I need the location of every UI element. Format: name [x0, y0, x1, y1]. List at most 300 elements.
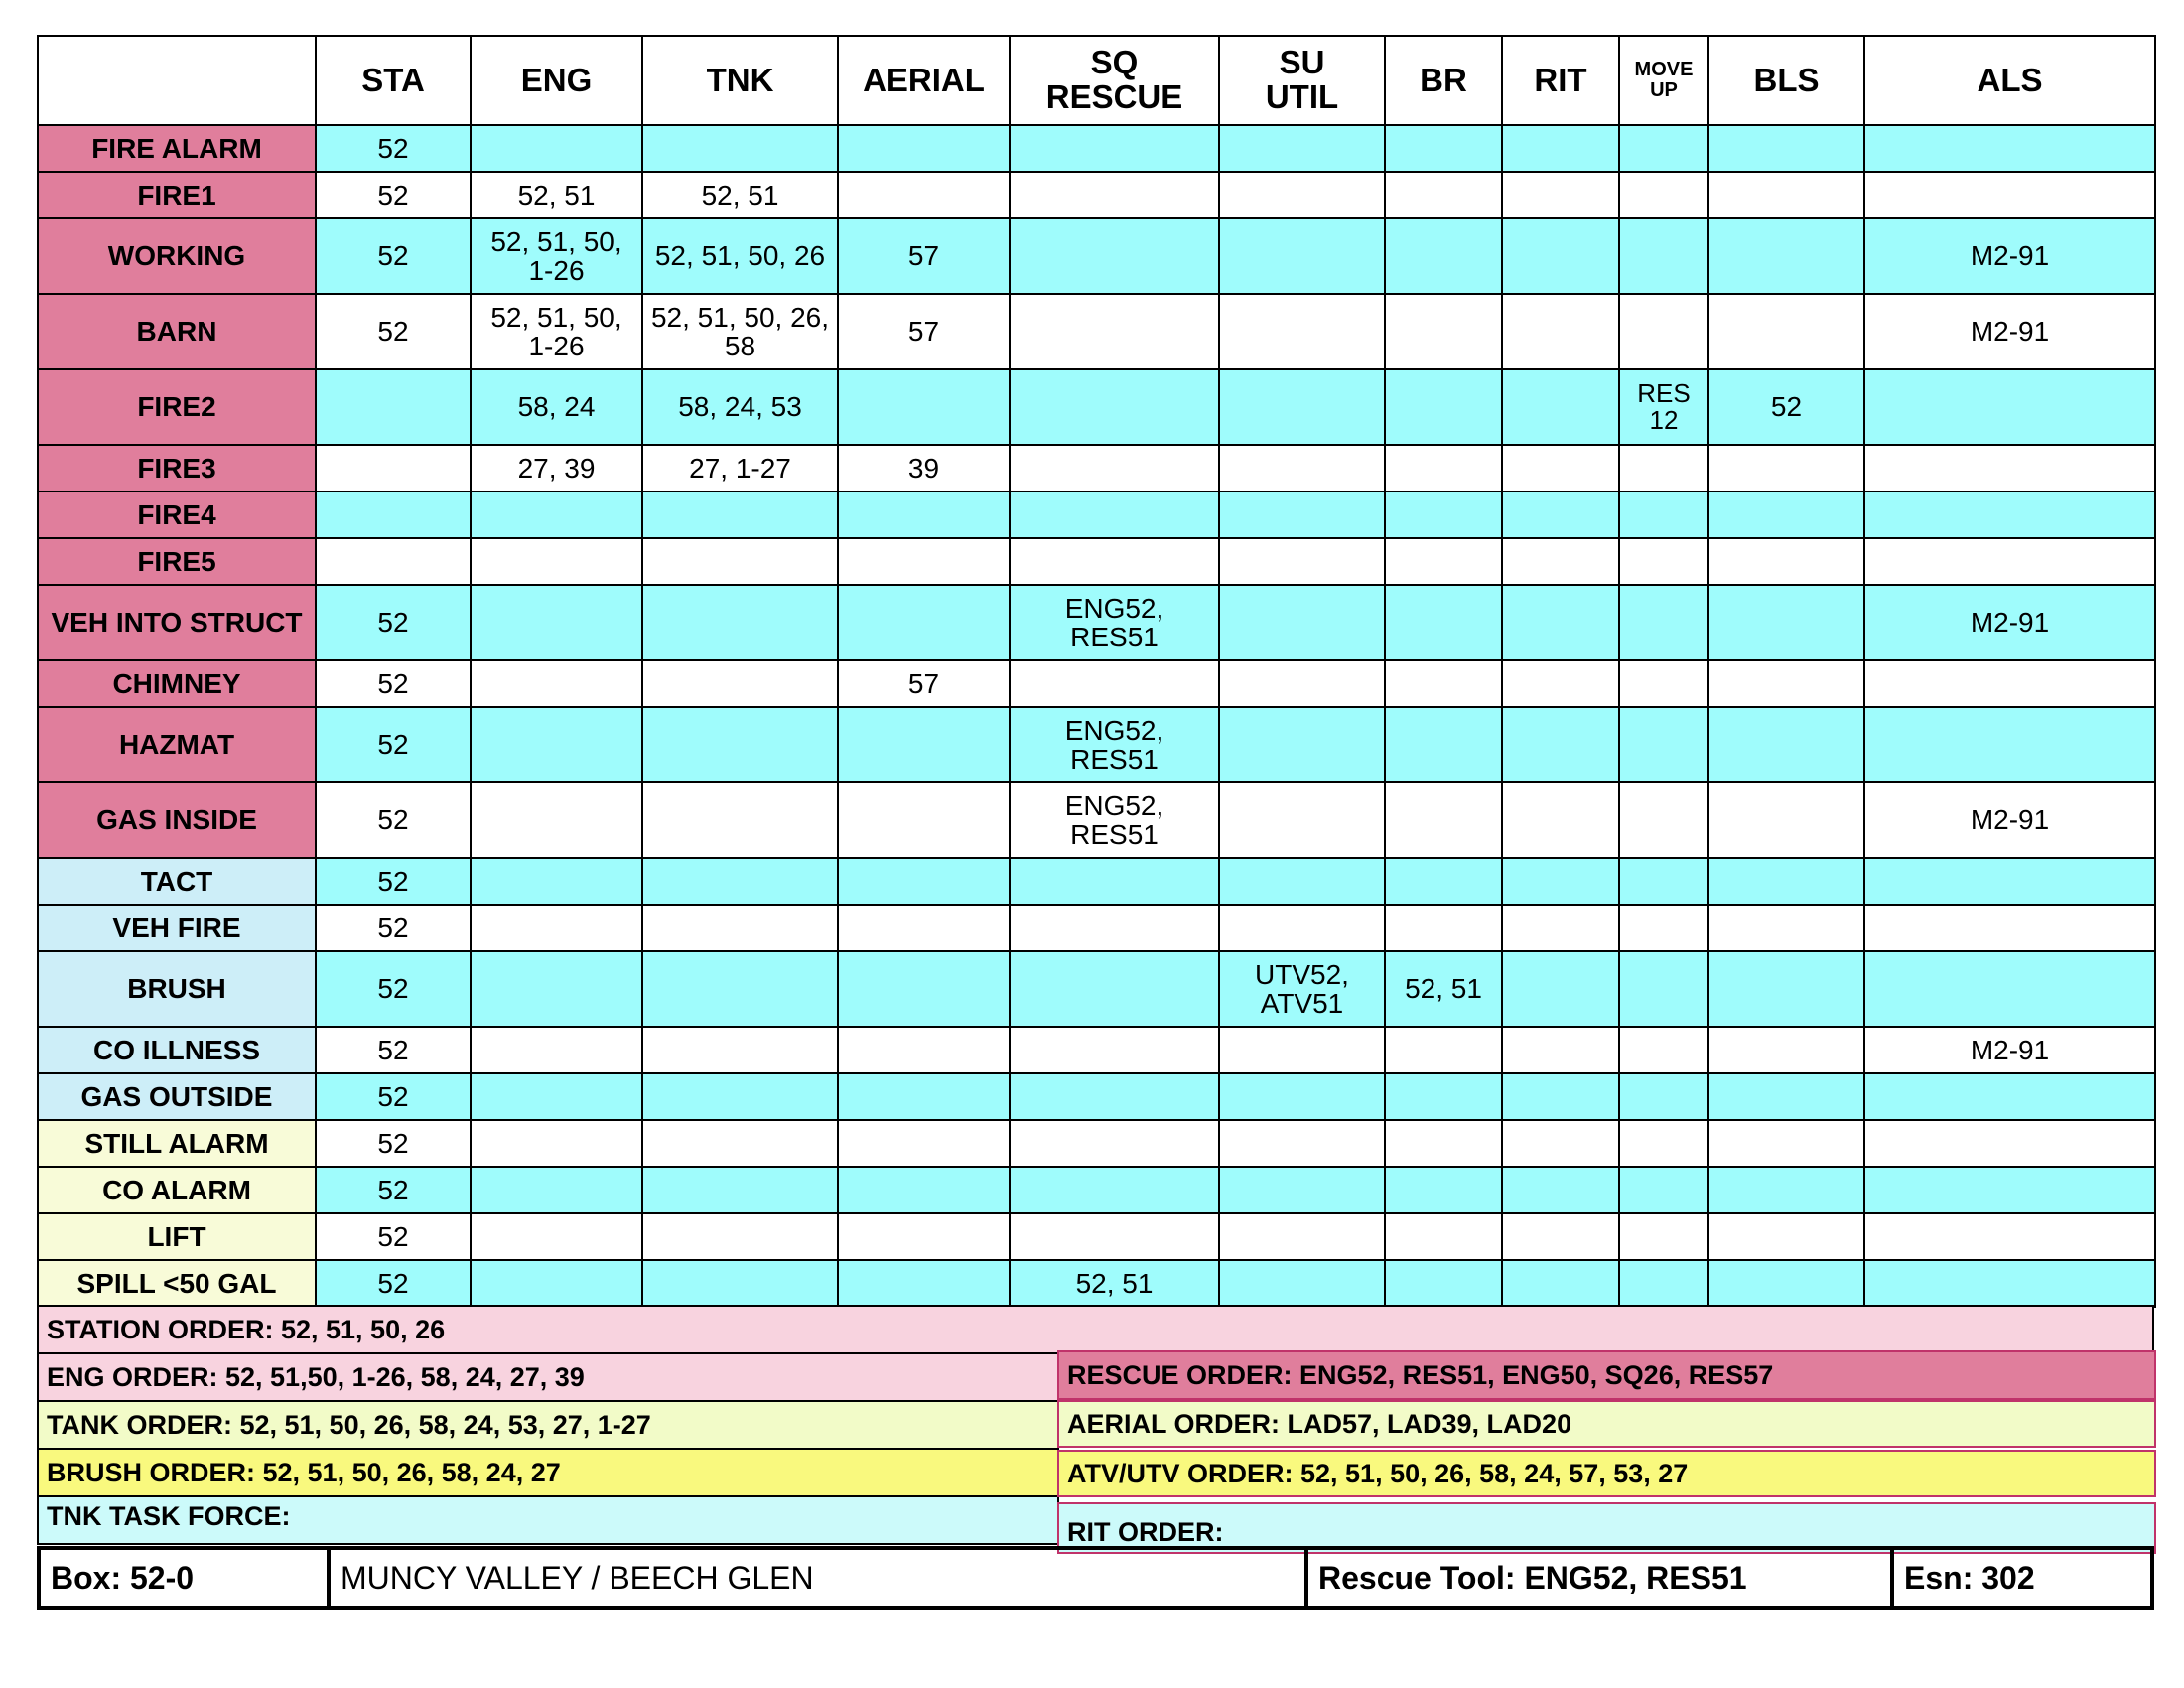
assignment-cell: 52: [316, 172, 471, 218]
assignment-cell: [1502, 1213, 1619, 1260]
assignment-cell: [1219, 125, 1385, 172]
assignment-cell: [642, 905, 838, 951]
incident-type-label: STILL ALARM: [38, 1120, 316, 1167]
assignment-cell: [1219, 492, 1385, 538]
table-row: [38, 782, 2155, 858]
assignment-cell: 57: [838, 660, 1010, 707]
assignment-cell: 52: [316, 1120, 471, 1167]
table-row: [38, 294, 2155, 369]
assignment-cell: [1864, 445, 2155, 492]
assignment-cell: [1219, 294, 1385, 369]
assignment-cell: ENG52, RES51: [1010, 585, 1219, 660]
rescue-tool: Rescue Tool: ENG52, RES51: [1308, 1550, 1894, 1606]
assignment-cell: [1619, 1213, 1708, 1260]
assignment-cell: [1010, 660, 1219, 707]
assignment-cell: [471, 492, 642, 538]
table-row: [38, 905, 2155, 951]
assignment-cell: 27, 1-27: [642, 445, 838, 492]
incident-type-label: CHIMNEY: [38, 660, 316, 707]
assignment-cell: [1010, 1073, 1219, 1120]
assignment-cell: [1708, 1213, 1864, 1260]
incident-type-label: BRUSH: [38, 951, 316, 1027]
assignment-cell: [1708, 294, 1864, 369]
assignment-cell: [1864, 369, 2155, 445]
assignment-cell: [1708, 1260, 1864, 1307]
assignment-cell: [1502, 294, 1619, 369]
assignment-cell: 52: [316, 660, 471, 707]
tank-order: TANK ORDER: 52, 51, 50, 26, 58, 24, 53, 27, 1-27: [37, 1400, 1059, 1450]
assignment-cell: [1502, 172, 1619, 218]
assignment-cell: [1619, 538, 1708, 585]
assignment-cell: [1219, 1073, 1385, 1120]
run-card-sheet: [37, 35, 2154, 1596]
assignment-cell: [642, 1073, 838, 1120]
column-header-0: [38, 36, 316, 125]
assignment-cell: [1619, 125, 1708, 172]
assignment-cell: [838, 585, 1010, 660]
assignment-cell: [1864, 905, 2155, 951]
assignment-cell: [1502, 660, 1619, 707]
assignment-cell: [642, 1120, 838, 1167]
assignment-cell: [1010, 538, 1219, 585]
assignment-cell: [1708, 660, 1864, 707]
table-row: [38, 445, 2155, 492]
assignment-cell: [1502, 585, 1619, 660]
assignment-cell: 52: [316, 1167, 471, 1213]
incident-type-label: GAS INSIDE: [38, 782, 316, 858]
assignment-cell: [1502, 1027, 1619, 1073]
table-row: [38, 1120, 2155, 1167]
assignment-cell: [1708, 125, 1864, 172]
assignment-cell: [1502, 125, 1619, 172]
incident-type-label: FIRE ALARM: [38, 125, 316, 172]
assignment-cell: [1219, 172, 1385, 218]
assignment-cell: [1864, 1213, 2155, 1260]
assignment-cell: [1502, 1073, 1619, 1120]
assignment-cell: [1385, 125, 1502, 172]
assignment-cell: [1708, 1027, 1864, 1073]
assignment-cell: [1708, 951, 1864, 1027]
incident-type-label: FIRE1: [38, 172, 316, 218]
assignment-cell: [642, 538, 838, 585]
assignment-cell: [1010, 1167, 1219, 1213]
assignment-cell: [642, 1167, 838, 1213]
assignment-cell: 52: [316, 858, 471, 905]
table-row: [38, 218, 2155, 294]
assignment-cell: [1385, 538, 1502, 585]
assignment-cell: 52: [316, 782, 471, 858]
assignment-cell: [838, 538, 1010, 585]
brush-order: BRUSH ORDER: 52, 51, 50, 26, 58, 24, 27: [37, 1448, 1059, 1497]
assignment-cell: M2-91: [1864, 294, 2155, 369]
table-row: [38, 707, 2155, 782]
assignment-cell: [1385, 294, 1502, 369]
table-row: [38, 125, 2155, 172]
assignment-cell: [1502, 1260, 1619, 1307]
column-header-7: BR: [1385, 36, 1502, 125]
assignment-cell: [1502, 905, 1619, 951]
table-row: [38, 951, 2155, 1027]
assignment-cell: [1385, 707, 1502, 782]
tnk-task-force: TNK TASK FORCE:: [37, 1495, 1059, 1545]
assignment-cell: [316, 538, 471, 585]
assignment-cell: [1864, 660, 2155, 707]
assignment-cell: [642, 125, 838, 172]
assignment-cell: M2-91: [1864, 782, 2155, 858]
assignment-cell: [1708, 858, 1864, 905]
assignment-cell: 57: [838, 218, 1010, 294]
assignment-cell: [838, 1167, 1010, 1213]
assignment-cell: 52: [316, 1073, 471, 1120]
assignment-cell: 57: [838, 294, 1010, 369]
column-header-1: STA: [316, 36, 471, 125]
assignment-cell: [1385, 1120, 1502, 1167]
table-row: [38, 1027, 2155, 1073]
assignment-cell: [1219, 905, 1385, 951]
incident-type-label: TACT: [38, 858, 316, 905]
assignment-cell: M2-91: [1864, 1027, 2155, 1073]
assignment-cell: RES 12: [1619, 369, 1708, 445]
assignment-cell: [471, 1120, 642, 1167]
assignment-cell: [1619, 1260, 1708, 1307]
assignment-cell: [1864, 951, 2155, 1027]
assignment-cell: [1385, 1027, 1502, 1073]
assignment-cell: 52, 51: [1010, 1260, 1219, 1307]
assignment-cell: [838, 707, 1010, 782]
column-header-2: ENG: [471, 36, 642, 125]
column-header-11: ALS: [1864, 36, 2155, 125]
assignment-cell: [1708, 585, 1864, 660]
assignment-cell: [1708, 1120, 1864, 1167]
assignment-cell: [316, 492, 471, 538]
incident-type-label: GAS OUTSIDE: [38, 1073, 316, 1120]
assignment-cell: [1010, 369, 1219, 445]
assignment-cell: [1385, 492, 1502, 538]
assignment-cell: [1619, 172, 1708, 218]
assignment-cell: 52: [316, 1260, 471, 1307]
assignment-cell: [1385, 905, 1502, 951]
column-header-5: SQ RESCUE: [1010, 36, 1219, 125]
assignment-cell: [1864, 1120, 2155, 1167]
column-header-4: AERIAL: [838, 36, 1010, 125]
assignment-cell: 52: [316, 294, 471, 369]
assignment-cell: [1864, 1260, 2155, 1307]
assignment-cell: [1219, 858, 1385, 905]
assignment-cell: [1619, 707, 1708, 782]
assignment-cell: [1010, 858, 1219, 905]
assignment-cell: 52: [316, 125, 471, 172]
table-row: [38, 858, 2155, 905]
assignment-cell: [1708, 782, 1864, 858]
assignment-cell: [838, 1120, 1010, 1167]
assignment-cell: [642, 1213, 838, 1260]
assignment-cell: [1619, 1027, 1708, 1073]
assignment-cell: 52, 51: [642, 172, 838, 218]
column-header-9: MOVE UP: [1619, 36, 1708, 125]
assignment-cell: [1502, 445, 1619, 492]
assignment-cell: [1708, 172, 1864, 218]
assignment-cell: [1010, 1213, 1219, 1260]
assignment-cell: [1864, 707, 2155, 782]
assignment-cell: [1502, 1167, 1619, 1213]
assignment-cell: [1385, 1213, 1502, 1260]
assignment-cell: [471, 1213, 642, 1260]
assignment-cell: [838, 1260, 1010, 1307]
assignment-cell: [1502, 951, 1619, 1027]
assignment-cell: 52: [316, 951, 471, 1027]
assignment-cell: 52, 51, 50, 26, 58: [642, 294, 838, 369]
assignment-cell: 52: [1708, 369, 1864, 445]
assignment-cell: [642, 585, 838, 660]
assignment-cell: [1708, 707, 1864, 782]
assignment-cell: [1219, 707, 1385, 782]
assignment-cell: [471, 538, 642, 585]
assignment-cell: ENG52, RES51: [1010, 782, 1219, 858]
assignment-cell: 52: [316, 585, 471, 660]
assignment-cell: [316, 369, 471, 445]
box-number: Box: 52-0: [41, 1550, 331, 1606]
assignment-cell: [1219, 1213, 1385, 1260]
assignment-cell: [471, 660, 642, 707]
table-row: [38, 538, 2155, 585]
assignment-cell: 52: [316, 707, 471, 782]
assignment-cell: [1219, 445, 1385, 492]
assignment-cell: [471, 1260, 642, 1307]
assignment-cell: 52: [316, 218, 471, 294]
assignment-cell: [1619, 858, 1708, 905]
assignment-cell: [1619, 585, 1708, 660]
assignment-cell: [471, 707, 642, 782]
assignment-cell: [1010, 1027, 1219, 1073]
assignment-cell: [471, 782, 642, 858]
assignment-cell: [1708, 218, 1864, 294]
station-order: STATION ORDER: 52, 51, 50, 26: [37, 1305, 2154, 1354]
incident-type-label: SPILL <50 GAL: [38, 1260, 316, 1307]
table-row: [38, 1167, 2155, 1213]
assignment-cell: [1864, 172, 2155, 218]
assignment-cell: [1619, 660, 1708, 707]
assignment-cell: [1864, 492, 2155, 538]
rescue-order: RESCUE ORDER: ENG52, RES51, ENG50, SQ26, RES57: [1057, 1350, 2156, 1400]
incident-type-label: VEH FIRE: [38, 905, 316, 951]
assignment-cell: [1619, 294, 1708, 369]
column-header-3: TNK: [642, 36, 838, 125]
area-name: MUNCY VALLEY / BEECH GLEN: [331, 1550, 1308, 1606]
assignment-cell: [1219, 660, 1385, 707]
assignment-cell: [1219, 585, 1385, 660]
table-row: [38, 1213, 2155, 1260]
assignment-cell: [1502, 369, 1619, 445]
assignment-cell: [1619, 951, 1708, 1027]
assignment-cell: ENG52, RES51: [1010, 707, 1219, 782]
orders-section: [37, 1306, 2154, 1546]
assignment-cell: 52: [316, 1027, 471, 1073]
assignment-cell: [1010, 218, 1219, 294]
assignment-cell: [1619, 1167, 1708, 1213]
assignment-cell: [1010, 172, 1219, 218]
assignment-cell: [1864, 1073, 2155, 1120]
assignment-cell: [1010, 951, 1219, 1027]
assignment-cell: [471, 951, 642, 1027]
incident-type-label: VEH INTO STRUCT: [38, 585, 316, 660]
assignment-cell: 52, 51, 50, 1-26: [471, 218, 642, 294]
table-row: [38, 1260, 2155, 1307]
assignment-cell: [642, 660, 838, 707]
assignment-cell: [838, 1073, 1010, 1120]
assignment-cell: [1619, 905, 1708, 951]
assignment-cell: [838, 782, 1010, 858]
assignment-cell: [1619, 218, 1708, 294]
assignment-cell: [1502, 782, 1619, 858]
table-row: [38, 1073, 2155, 1120]
assignment-cell: [1010, 125, 1219, 172]
assignment-cell: [1219, 1027, 1385, 1073]
assignment-cell: M2-91: [1864, 585, 2155, 660]
assignment-cell: 52, 51, 50, 26: [642, 218, 838, 294]
assignment-cell: 52, 51: [471, 172, 642, 218]
assignment-cell: [1385, 585, 1502, 660]
incident-type-label: FIRE2: [38, 369, 316, 445]
assignment-cell: [1619, 1120, 1708, 1167]
header-row: [38, 36, 2155, 125]
assignment-cell: [1010, 1120, 1219, 1167]
assignment-cell: [1219, 538, 1385, 585]
rit-order: RIT ORDER:: [1057, 1502, 2156, 1554]
assignment-cell: [316, 445, 471, 492]
assignment-cell: [1010, 445, 1219, 492]
assignment-cell: [1502, 538, 1619, 585]
assignment-cell: [642, 707, 838, 782]
assignment-cell: [1864, 125, 2155, 172]
assignment-cell: 58, 24, 53: [642, 369, 838, 445]
aerial-order: AERIAL ORDER: LAD57, LAD39, LAD20: [1057, 1400, 2156, 1448]
dispatch-grid: [37, 35, 2156, 1308]
incident-type-label: BARN: [38, 294, 316, 369]
assignment-cell: [1385, 1167, 1502, 1213]
assignment-cell: [642, 1260, 838, 1307]
eng-order: ENG ORDER: 52, 51,50, 1-26, 58, 24, 27, 39: [37, 1352, 1059, 1402]
assignment-cell: [1708, 1167, 1864, 1213]
assignment-cell: 52: [316, 1213, 471, 1260]
table-row: [38, 585, 2155, 660]
assignment-cell: [642, 782, 838, 858]
assignment-cell: [1219, 369, 1385, 445]
incident-type-label: FIRE3: [38, 445, 316, 492]
incident-type-label: FIRE4: [38, 492, 316, 538]
assignment-cell: [1619, 1073, 1708, 1120]
assignment-cell: [1385, 782, 1502, 858]
table-row: [38, 369, 2155, 445]
assignment-cell: [471, 1073, 642, 1120]
incident-type-label: FIRE5: [38, 538, 316, 585]
assignment-cell: 52, 51: [1385, 951, 1502, 1027]
assignment-cell: [471, 858, 642, 905]
assignment-cell: [642, 951, 838, 1027]
assignment-cell: 27, 39: [471, 445, 642, 492]
assignment-cell: [1864, 538, 2155, 585]
grid-body: [38, 125, 2155, 1307]
assignment-cell: [838, 905, 1010, 951]
assignment-cell: [1502, 707, 1619, 782]
assignment-cell: [1864, 1167, 2155, 1213]
assignment-cell: [471, 585, 642, 660]
assignment-cell: [1502, 218, 1619, 294]
assignment-cell: [1219, 1120, 1385, 1167]
footer-bar: [37, 1546, 2154, 1610]
assignment-cell: [1219, 782, 1385, 858]
assignment-cell: [838, 951, 1010, 1027]
assignment-cell: [1385, 858, 1502, 905]
assignment-cell: [1385, 369, 1502, 445]
assignment-cell: UTV52, ATV51: [1219, 951, 1385, 1027]
assignment-cell: [838, 1213, 1010, 1260]
assignment-cell: [1708, 492, 1864, 538]
assignment-cell: [1502, 1120, 1619, 1167]
incident-type-label: CO ILLNESS: [38, 1027, 316, 1073]
assignment-cell: [1010, 294, 1219, 369]
assignment-cell: [471, 1167, 642, 1213]
incident-type-label: HAZMAT: [38, 707, 316, 782]
assignment-cell: 58, 24: [471, 369, 642, 445]
assignment-cell: [1219, 218, 1385, 294]
table-row: [38, 492, 2155, 538]
column-header-10: BLS: [1708, 36, 1864, 125]
assignment-cell: [1385, 172, 1502, 218]
assignment-cell: [1708, 445, 1864, 492]
assignment-cell: [471, 125, 642, 172]
incident-type-label: CO ALARM: [38, 1167, 316, 1213]
assignment-cell: 52: [316, 905, 471, 951]
column-header-6: SU UTIL: [1219, 36, 1385, 125]
table-row: [38, 172, 2155, 218]
assignment-cell: [1619, 492, 1708, 538]
assignment-cell: [1502, 492, 1619, 538]
assignment-cell: [1864, 858, 2155, 905]
assignment-cell: [1219, 1260, 1385, 1307]
assignment-cell: [838, 858, 1010, 905]
assignment-cell: [1619, 782, 1708, 858]
esn-number: Esn: 302: [1904, 1559, 2035, 1596]
assignment-cell: [1385, 445, 1502, 492]
incident-type-label: LIFT: [38, 1213, 316, 1260]
assignment-cell: [1385, 218, 1502, 294]
assignment-cell: [1708, 1073, 1864, 1120]
assignment-cell: [1010, 492, 1219, 538]
assignment-cell: 39: [838, 445, 1010, 492]
assignment-cell: [1219, 1167, 1385, 1213]
assignment-cell: [1708, 538, 1864, 585]
assignment-cell: [838, 369, 1010, 445]
assignment-cell: [642, 492, 838, 538]
assignment-cell: [1385, 1260, 1502, 1307]
assignment-cell: [1502, 858, 1619, 905]
incident-type-label: WORKING: [38, 218, 316, 294]
assignment-cell: [838, 1027, 1010, 1073]
assignment-cell: [838, 492, 1010, 538]
assignment-cell: [838, 172, 1010, 218]
assignment-cell: [1385, 1073, 1502, 1120]
table-row: [38, 660, 2155, 707]
atv-utv-order: ATV/UTV ORDER: 52, 51, 50, 26, 58, 24, 57, 53, 27: [1057, 1450, 2156, 1497]
assignment-cell: [1010, 905, 1219, 951]
assignment-cell: [1385, 660, 1502, 707]
assignment-cell: [642, 1027, 838, 1073]
assignment-cell: [838, 125, 1010, 172]
assignment-cell: [1708, 905, 1864, 951]
column-header-8: RIT: [1502, 36, 1619, 125]
assignment-cell: [471, 905, 642, 951]
assignment-cell: 52, 51, 50, 1-26: [471, 294, 642, 369]
